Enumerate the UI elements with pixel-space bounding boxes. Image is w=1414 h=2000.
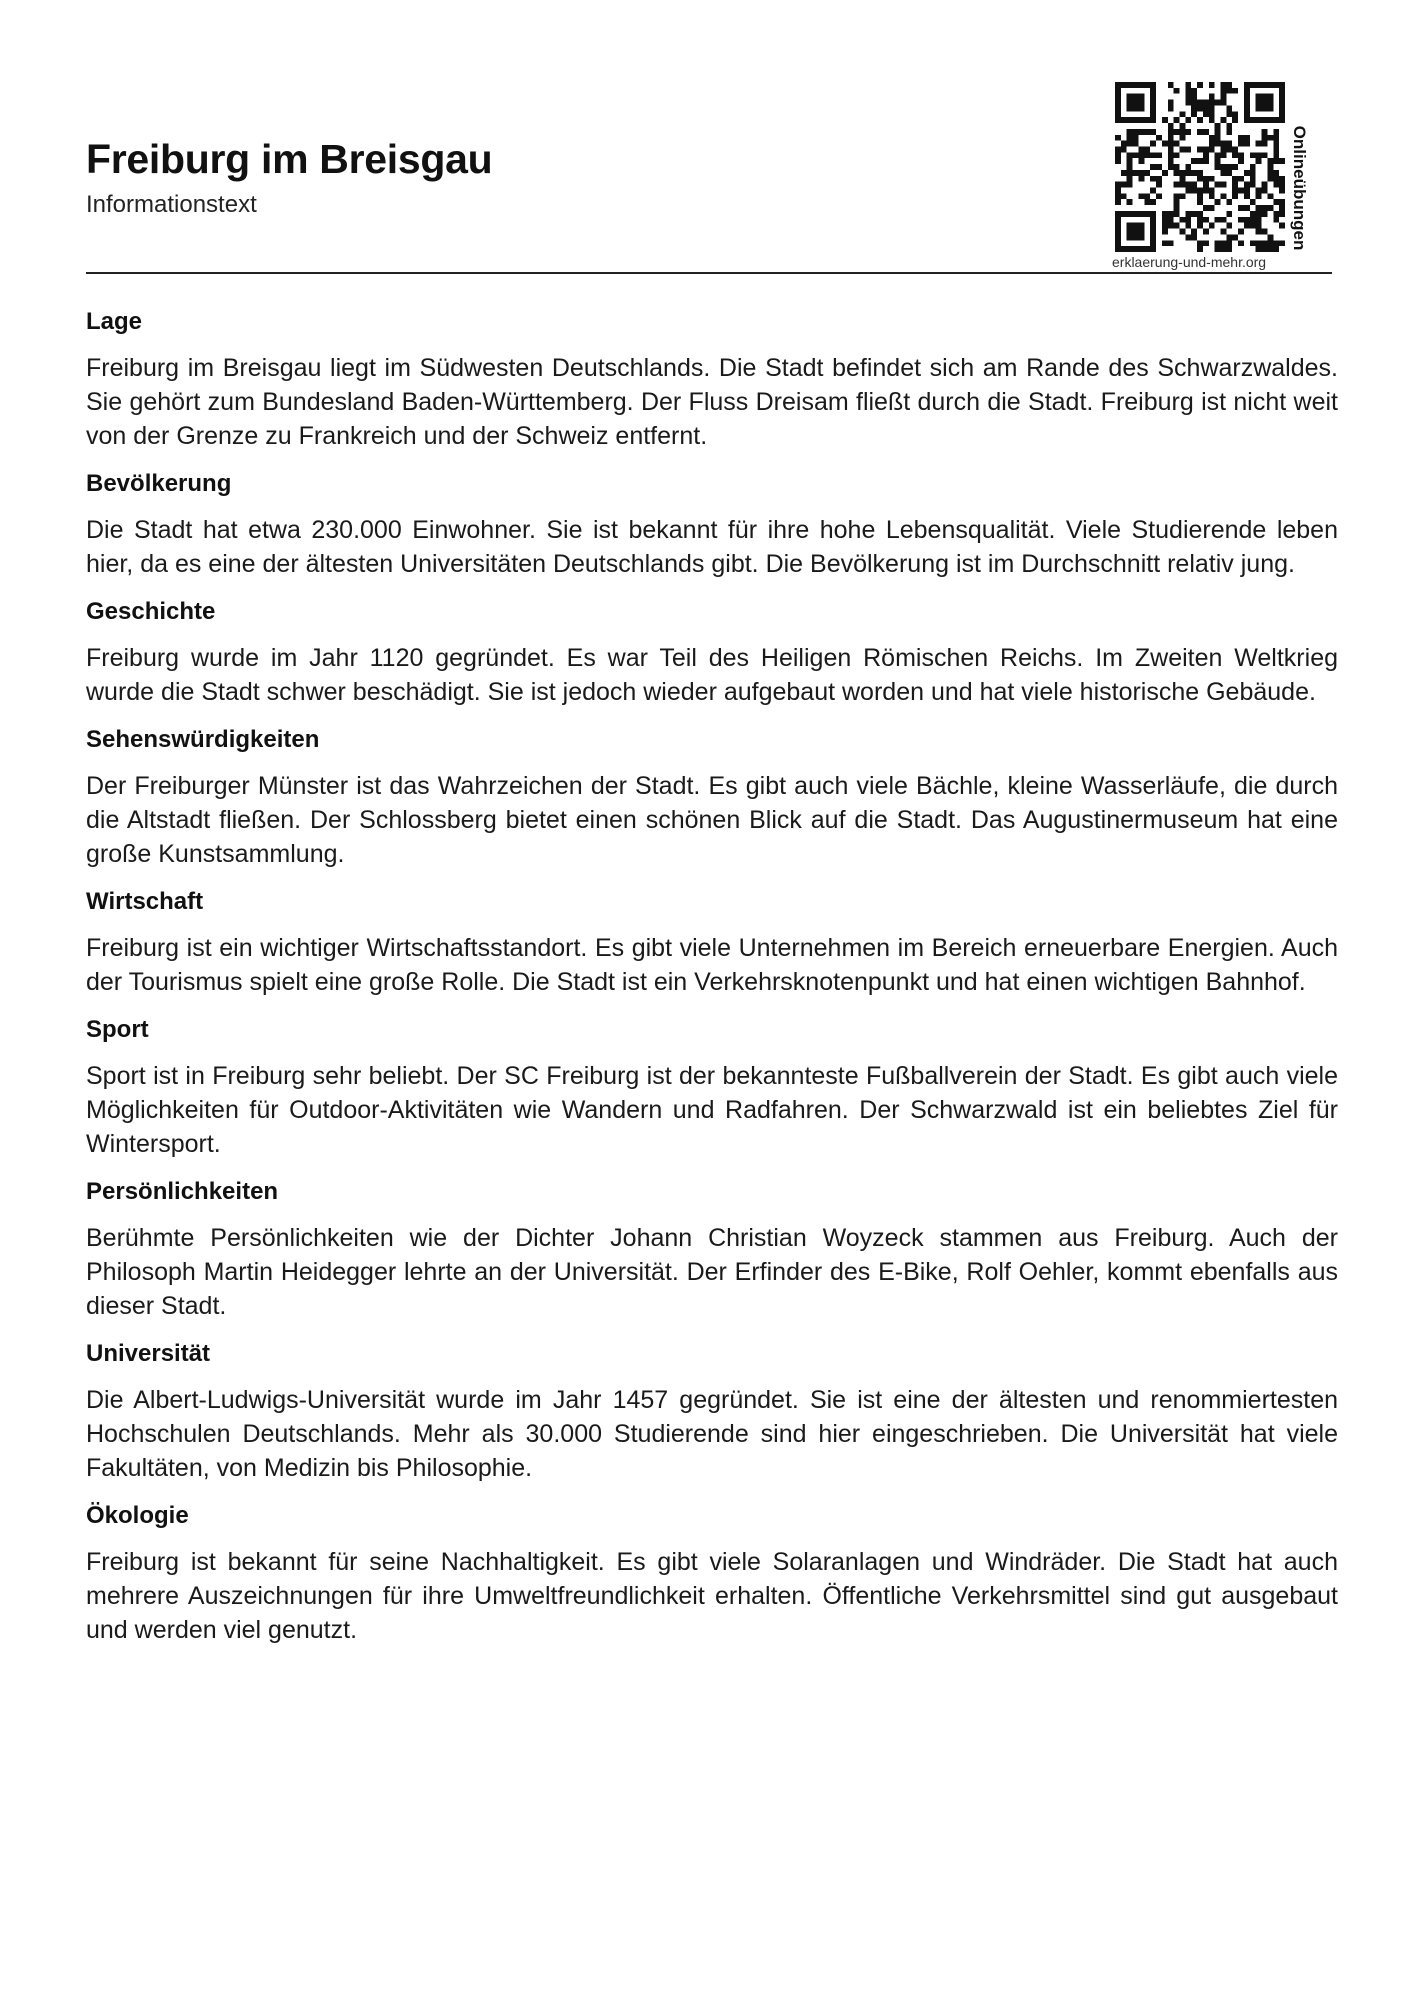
section-text: Freiburg ist ein wichtiger Wirtschaftsstandort. Es gibt viele Unternehmen im Bereich erneuerbare Energien. Auch der Tourismus spielt eine große Rolle. Die Stadt ist ein Verkehrsknotenpunkt und hat einen wichtigen Bahnhof. (86, 934, 1338, 996)
section-heading: Sport (86, 1016, 149, 1043)
section-sport (86, 1014, 1338, 1161)
section-sehenswuerdigkeiten (86, 724, 1338, 871)
section-heading: Universität (86, 1340, 211, 1367)
qr-code-block (1112, 82, 1332, 274)
section-text: Sport ist in Freiburg sehr beliebt. Der SC Freiburg ist der bekannteste Fußballverein der Stadt. Es gibt auch viele Möglichkeiten für Outdoor-Aktivitäten wie Wandern und Radfahren. Der Schwarzwald ist ein beliebtes Ziel für Wintersport. (86, 1062, 1338, 1158)
section-text: Der Freiburger Münster ist das Wahrzeichen der Stadt. Es gibt auch viele Bächle, kleine Wasserläufe, die durch die Altstadt fließen. Der Schlossberg bietet einen schönen Blick auf die Stadt. Das Augustinermuseum hat eine große Kunstsammlung. (86, 772, 1338, 868)
section-heading: Wirtschaft (86, 888, 204, 915)
section-lage (86, 306, 1338, 453)
section-heading: Persönlichkeiten (86, 1178, 279, 1205)
section-heading: Ökologie (86, 1502, 189, 1529)
section-universitaet (86, 1338, 1338, 1485)
qr-side-label: Onlineübungen (1290, 125, 1309, 251)
section-text: Freiburg im Breisgau liegt im Südwesten Deutschlands. Die Stadt befindet sich am Rande des Schwarzwaldes. Sie gehört zum Bundesland Baden-Württemberg. Der Fluss Dreisam fließt durch die Stadt. Freiburg ist nicht weit von der Grenze zu Frankreich und der Schweiz entfernt. (86, 354, 1338, 450)
section-text: Die Albert-Ludwigs-Universität wurde im Jahr 1457 gegründet. Sie ist eine der ältesten und renommiertesten Hochschulen Deutschlands. Mehr als 30.000 Studierende sind hier eingeschrieben. Die Universität hat viele Fakultäten, von Medizin bis Philosophie. (86, 1386, 1338, 1482)
qr-code-icon[interactable] (1115, 82, 1285, 252)
document-title: Freiburg im Breisgau (86, 136, 493, 182)
section-heading: Bevölkerung (86, 470, 232, 497)
section-wirtschaft (86, 886, 1338, 999)
section-heading: Lage (86, 308, 143, 335)
document-subtitle: Informationstext (86, 191, 257, 218)
section-geschichte (86, 596, 1338, 709)
header-divider (86, 272, 1332, 274)
document-body (86, 306, 1338, 1662)
section-heading: Sehenswürdigkeiten (86, 726, 320, 753)
qr-url-label: erklaerung-und-mehr.org (1112, 254, 1267, 270)
section-heading: Geschichte (86, 598, 216, 625)
section-persoenlichkeiten (86, 1176, 1338, 1323)
section-text: Berühmte Persönlichkeiten wie der Dichter Johann Christian Woyzeck stammen aus Freiburg. Auch der Philosoph Martin Heidegger lehrte an der Universität. Der Erfinder des E-Bike, Rolf Oehler, kommt ebenfalls aus dieser Stadt. (86, 1224, 1338, 1320)
document-header (86, 0, 1332, 274)
section-text: Die Stadt hat etwa 230.000 Einwohner. Sie ist bekannt für ihre hohe Lebensqualität. Viele Studierende leben hier, da es eine der ältesten Universitäten Deutschlands gibt. Die Bevölkerung ist im Durchschnitt relativ jung. (86, 516, 1338, 578)
section-text: Freiburg wurde im Jahr 1120 gegründet. Es war Teil des Heiligen Römischen Reichs. Im Zweiten Weltkrieg wurde die Stadt schwer beschädigt. Sie ist jedoch wieder aufgebaut worden und hat viele historische Gebäude. (86, 644, 1338, 706)
section-oekologie (86, 1500, 1338, 1647)
section-bevoelkerung (86, 468, 1338, 581)
section-text: Freiburg ist bekannt für seine Nachhaltigkeit. Es gibt viele Solaranlagen und Windräder. Die Stadt hat auch mehrere Auszeichnungen für ihre Umweltfreundlichkeit erhalten. Öffentliche Verkehrsmittel sind gut ausgebaut und werden viel genutzt. (86, 1548, 1338, 1644)
